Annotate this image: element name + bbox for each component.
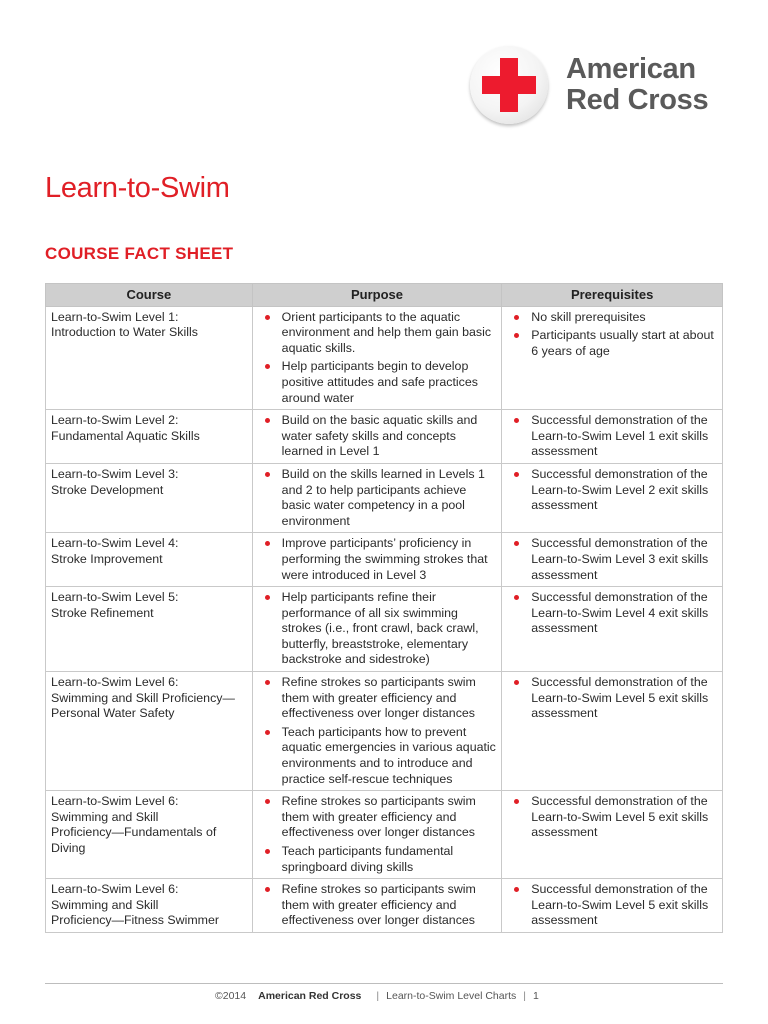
purpose-cell [252, 879, 502, 933]
table-row [46, 672, 723, 791]
bullet-item: Successful demonstration of the Learn-to-Swim Level 5 exit skills assessment [507, 882, 717, 929]
course-name-line: Fundamental Aquatic Skills [51, 428, 200, 443]
bullet-item: Refine strokes so participants swim them with greater efficiency and effectiveness over longer distances [258, 675, 497, 722]
bullet-list [258, 882, 497, 929]
prerequisites-cell [502, 791, 723, 879]
course-cell [46, 410, 253, 464]
bullet-item: Participants usually start at about 6 years of age [507, 328, 717, 359]
red-cross-emblem-icon [470, 46, 548, 124]
purpose-cell [252, 533, 502, 587]
course-cell [46, 879, 253, 933]
footer-copyright: ©2014 [215, 990, 247, 1002]
bullet-item: Teach participants how to prevent aquatic emergencies in various aquatic environments and to introduce and practice self-rescue techniques [258, 725, 497, 787]
purpose-cell [252, 463, 502, 532]
bullet-item: Orient participants to the aquatic environment and help them gain basic aquatic skills. [258, 310, 497, 357]
bullet-item: Successful demonstration of the Learn-to-Swim Level 5 exit skills assessment [507, 794, 717, 841]
course-cell [46, 463, 253, 532]
table-row [46, 791, 723, 879]
bullet-item: Successful demonstration of the Learn-to-Swim Level 1 exit skills assessment [507, 413, 717, 460]
course-name-line: Learn-to-Swim Level 4: [51, 536, 179, 551]
bullet-list [258, 536, 497, 583]
table-row [46, 463, 723, 532]
header-prerequisites: Prerequisites [502, 284, 723, 307]
course-name-line: Learn-to-Swim Level 2: [51, 413, 179, 428]
bullet-item: Successful demonstration of the Learn-to-Swim Level 2 exit skills assessment [507, 467, 717, 514]
header-course: Course [46, 284, 253, 307]
course-name-line: Learn-to-Swim Level 1: [51, 309, 179, 324]
bullet-list [258, 413, 497, 460]
logo-line-2: Red Cross [566, 84, 709, 116]
course-name-line: Introduction to Water Skills [51, 325, 198, 340]
prerequisites-cell [502, 306, 723, 410]
page-footer [215, 990, 539, 1002]
bullet-item: Refine strokes so participants swim them with greater efficiency and effectiveness over longer distances [258, 794, 497, 841]
footer-separator: | [523, 990, 527, 1002]
bullet-item: Improve participants’ proficiency in performing the swimming strokes that were introduced in Level 3 [258, 536, 497, 583]
footer-page-number: 1 [533, 990, 539, 1002]
bullet-item: Help participants begin to develop positive attitudes and safe practices around water [258, 359, 497, 406]
prerequisites-cell [502, 533, 723, 587]
bullet-list [507, 536, 717, 583]
bullet-list [507, 882, 717, 929]
page-subtitle: COURSE FACT SHEET [45, 244, 234, 263]
page-title: Learn-to-Swim [45, 172, 230, 204]
table-row [46, 306, 723, 410]
table-row [46, 587, 723, 672]
purpose-cell [252, 410, 502, 464]
red-cross-logo [470, 46, 740, 136]
course-name-line: Stroke Refinement [51, 605, 154, 620]
course-name-line: Diving [51, 841, 86, 855]
bullet-list [507, 467, 717, 514]
bullet-item: Successful demonstration of the Learn-to-Swim Level 4 exit skills assessment [507, 590, 717, 637]
course-cell [46, 791, 253, 879]
course-name-line: Learn-to-Swim Level 6: [51, 794, 179, 809]
course-table [45, 283, 723, 933]
course-name-line: Learn-to-Swim Level 6: [51, 882, 179, 897]
purpose-cell [252, 306, 502, 410]
bullet-item: No skill prerequisites [507, 310, 717, 326]
course-name-line: Swimming and Skill [51, 809, 159, 824]
bullet-list [507, 794, 717, 841]
footer-separator: | [376, 990, 380, 1002]
bullet-list [258, 467, 497, 529]
footer-doc-title: Learn-to-Swim Level Charts [386, 990, 517, 1002]
bullet-item: Help participants refine their performance of all six swimming strokes (i.e., front crawl, back crawl, butterfly, breaststroke, elementary backstroke and sidestroke) [258, 590, 497, 668]
prerequisites-cell [502, 463, 723, 532]
purpose-cell [252, 587, 502, 672]
bullet-list [507, 310, 717, 360]
logo-line-1: American [566, 53, 696, 85]
logo-wordmark [566, 54, 736, 116]
prerequisites-cell [502, 672, 723, 791]
course-name-line: Learn-to-Swim Level 6: [51, 675, 179, 690]
course-name-line: Proficiency—Fundamentals of [51, 825, 217, 840]
bullet-list [507, 413, 717, 460]
course-name-line: Proficiency—Fitness Swimmer [51, 913, 219, 928]
table-row [46, 533, 723, 587]
course-name-line: Learn-to-Swim Level 5: [51, 590, 179, 605]
course-name-line: Learn-to-Swim Level 3: [51, 466, 179, 481]
course-name-line: Stroke Improvement [51, 551, 163, 566]
table-header-row [46, 284, 723, 307]
course-cell [46, 672, 253, 791]
course-name-line: Personal Water Safety [51, 706, 175, 721]
course-name-line: Swimming and Skill [51, 897, 159, 912]
course-name-line: Swimming and Skill Proficiency— [51, 690, 235, 705]
table-row [46, 879, 723, 933]
bullet-item: Refine strokes so participants swim them with greater efficiency and effectiveness over longer distances [258, 882, 497, 929]
course-cell [46, 533, 253, 587]
course-cell [46, 587, 253, 672]
bullet-list [258, 310, 497, 407]
footer-brand: American Red Cross [258, 990, 362, 1002]
bullet-item: Successful demonstration of the Learn-to-Swim Level 5 exit skills assessment [507, 675, 717, 722]
course-cell [46, 306, 253, 410]
bullet-list [258, 675, 497, 787]
bullet-list [507, 590, 717, 637]
bullet-list [258, 590, 497, 668]
prerequisites-cell [502, 587, 723, 672]
bullet-item: Teach participants fundamental springboard diving skills [258, 844, 497, 875]
bullet-item: Successful demonstration of the Learn-to-Swim Level 3 exit skills assessment [507, 536, 717, 583]
prerequisites-cell [502, 879, 723, 933]
prerequisites-cell [502, 410, 723, 464]
table-row [46, 410, 723, 464]
header-purpose: Purpose [252, 284, 502, 307]
purpose-cell [252, 672, 502, 791]
bullet-list [507, 675, 717, 722]
bullet-item: Build on the skills learned in Levels 1 and 2 to help participants achieve basic water competency in a pool environment [258, 467, 497, 529]
footer-divider [45, 983, 723, 984]
course-name-line: Stroke Development [51, 482, 164, 497]
purpose-cell [252, 791, 502, 879]
bullet-item: Build on the basic aquatic skills and water safety skills and concepts learned in Level 1 [258, 413, 497, 460]
bullet-list [258, 794, 497, 875]
